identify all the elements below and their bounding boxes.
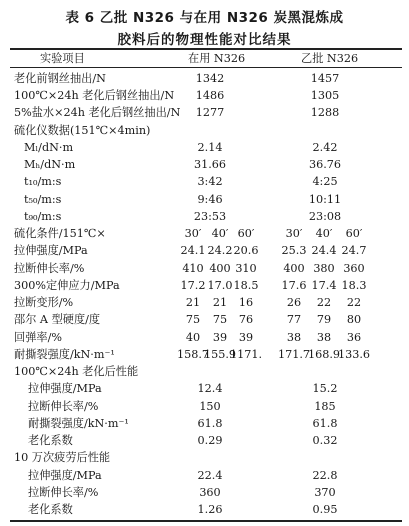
cell-value: 133.6 — [337, 348, 371, 361]
header-col1: 在用 N326 — [188, 52, 246, 65]
cell-value-col1: 1277 — [195, 106, 225, 119]
row-label: 拉伸强度/MPa — [28, 469, 102, 482]
cell-value-col1: 23:53 — [193, 210, 227, 223]
row-label: 老化系数 — [28, 434, 73, 447]
cell-value: 75 — [185, 313, 201, 326]
header-col2: 乙批 N326 — [301, 52, 359, 65]
table-title-line1: 表 6 乙批 N326 与在用 N326 炭黑混炼成 — [65, 10, 344, 26]
table-row — [0, 448, 409, 467]
row-label: 回弹率/% — [14, 331, 62, 344]
cell-value: 30′ — [184, 227, 202, 240]
row-label: 拉断伸长率/% — [28, 400, 99, 413]
cell-value-col2: 0.32 — [312, 434, 338, 447]
row-label: 拉伸强度/MPa — [14, 244, 88, 257]
cell-value-col2: 370 — [314, 486, 336, 499]
cell-value: 60′ — [345, 227, 363, 240]
cell-value: 168.9 — [307, 348, 341, 361]
cell-value-col1: 150 — [199, 400, 221, 413]
cell-value-col2: 0.95 — [312, 503, 338, 516]
row-label: 拉断伸长率/% — [28, 486, 99, 499]
row-label: 老化前钢丝抽出/N — [14, 72, 106, 85]
cell-value-col1: 1.26 — [197, 503, 223, 516]
cell-value: 22 — [346, 296, 362, 309]
cell-value: 17.2 — [180, 279, 206, 292]
table-row — [0, 241, 409, 260]
cell-value: 30′ — [285, 227, 303, 240]
cell-value-col2: 1457 — [310, 72, 340, 85]
cell-value: 76 — [238, 313, 254, 326]
cell-value: 21 — [185, 296, 201, 309]
cell-value: 310 — [235, 262, 257, 275]
cell-value-col1: 61.8 — [197, 417, 223, 430]
cell-value: 17.0 — [207, 279, 233, 292]
cell-value: 60′ — [237, 227, 255, 240]
header-item: 实验项目 — [40, 52, 85, 65]
row-label: t₉₀/m:s — [24, 210, 62, 223]
row-label: Mₗ/dN·m — [24, 141, 74, 154]
cell-value-col1: 31.66 — [193, 158, 227, 171]
row-label: 10 万次疲劳后性能 — [14, 451, 111, 464]
header-rule — [10, 67, 402, 68]
cell-value: 24.4 — [311, 244, 337, 257]
row-label: 老化系数 — [28, 503, 73, 516]
cell-value: 16 — [238, 296, 254, 309]
cell-value-col1: 12.4 — [197, 382, 223, 395]
cell-value-col2: 4:25 — [312, 175, 338, 188]
table-title-line2: 胶料后的物理性能对比结果 — [117, 32, 292, 48]
cell-value: 22 — [316, 296, 332, 309]
cell-value-col2: 10:11 — [308, 193, 342, 206]
cell-value: 380 — [313, 262, 335, 275]
cell-value: 38 — [286, 331, 302, 344]
cell-value: 26 — [286, 296, 302, 309]
row-label: 邵尔 A 型硬度/度 — [14, 313, 101, 326]
cell-value: 40′ — [315, 227, 333, 240]
row-label: 耐撕裂强度/kN·m⁻¹ — [28, 417, 129, 430]
cell-value-col1: 3:42 — [197, 175, 223, 188]
cell-value: 21 — [212, 296, 228, 309]
cell-value: 40 — [185, 331, 201, 344]
cell-value: 155.9 — [203, 348, 237, 361]
cell-value-col1: 2.14 — [197, 141, 223, 154]
cell-value: 36 — [346, 331, 362, 344]
cell-value: 24.7 — [341, 244, 367, 257]
table-row — [0, 379, 409, 398]
cell-value: 40′ — [211, 227, 229, 240]
cell-value: 24.2 — [207, 244, 233, 257]
row-label: t₅₀/m:s — [24, 193, 62, 206]
cell-value: 77 — [286, 313, 302, 326]
cell-value: 18.5 — [233, 279, 259, 292]
cell-value-col2: 22.8 — [312, 469, 338, 482]
cell-value-col1: 9:46 — [197, 193, 223, 206]
cell-value: 80 — [346, 313, 362, 326]
bottom-rule — [10, 520, 402, 522]
row-label: 拉断变形/% — [14, 296, 74, 309]
table-row — [0, 310, 409, 329]
row-label: 5%盐水×24h 老化后钢丝抽出/N — [14, 106, 181, 119]
table-row — [0, 103, 409, 122]
cell-value-col2: 36.76 — [308, 158, 342, 171]
cell-value: 38 — [316, 331, 332, 344]
cell-value: 410 — [182, 262, 204, 275]
cell-value-col1: 360 — [199, 486, 221, 499]
cell-value: 75 — [212, 313, 228, 326]
cell-value-col2: 1288 — [310, 106, 340, 119]
cell-value: 18.3 — [341, 279, 367, 292]
header-row — [0, 49, 409, 68]
row-label: 拉断伸长率/% — [14, 262, 85, 275]
cell-value: 400 — [209, 262, 231, 275]
cell-value-col2: 15.2 — [312, 382, 338, 395]
cell-value-col1: 0.29 — [197, 434, 223, 447]
cell-value: 1171. — [229, 348, 263, 361]
row-label: 硫化仪数据(151℃×4min) — [14, 124, 151, 137]
row-label: 拉伸强度/MPa — [28, 382, 102, 395]
cell-value-col2: 23:08 — [308, 210, 342, 223]
row-label: 硫化条件/151℃× — [14, 227, 106, 240]
table-row — [0, 172, 409, 191]
cell-value: 158.7 — [176, 348, 210, 361]
cell-value-col2: 1305 — [310, 89, 340, 102]
table-row — [0, 500, 409, 519]
cell-value-col1: 1486 — [195, 89, 225, 102]
cell-value: 360 — [343, 262, 365, 275]
cell-value-col1: 22.4 — [197, 469, 223, 482]
row-label: 耐撕裂强度/kN·m⁻¹ — [14, 348, 115, 361]
cell-value-col2: 61.8 — [312, 417, 338, 430]
cell-value-col2: 185 — [314, 400, 336, 413]
cell-value: 171.7 — [277, 348, 311, 361]
row-label: 100℃×24h 老化后钢丝抽出/N — [14, 89, 175, 102]
cell-value: 24.1 — [180, 244, 206, 257]
cell-value: 20.6 — [233, 244, 259, 257]
row-label: 300%定伸应力/MPa — [14, 279, 120, 292]
row-label: Mₕ/dN·m — [24, 158, 76, 171]
cell-value: 39 — [212, 331, 228, 344]
cell-value: 39 — [238, 331, 254, 344]
cell-value: 25.3 — [281, 244, 307, 257]
row-label: t₁₀/m:s — [24, 175, 62, 188]
cell-value-col1: 1342 — [195, 72, 225, 85]
cell-value-col2: 2.42 — [312, 141, 338, 154]
row-label: 100℃×24h 老化后性能 — [14, 365, 139, 378]
cell-value: 79 — [316, 313, 332, 326]
cell-value: 17.6 — [281, 279, 307, 292]
cell-value: 400 — [283, 262, 305, 275]
cell-value: 17.4 — [311, 279, 337, 292]
